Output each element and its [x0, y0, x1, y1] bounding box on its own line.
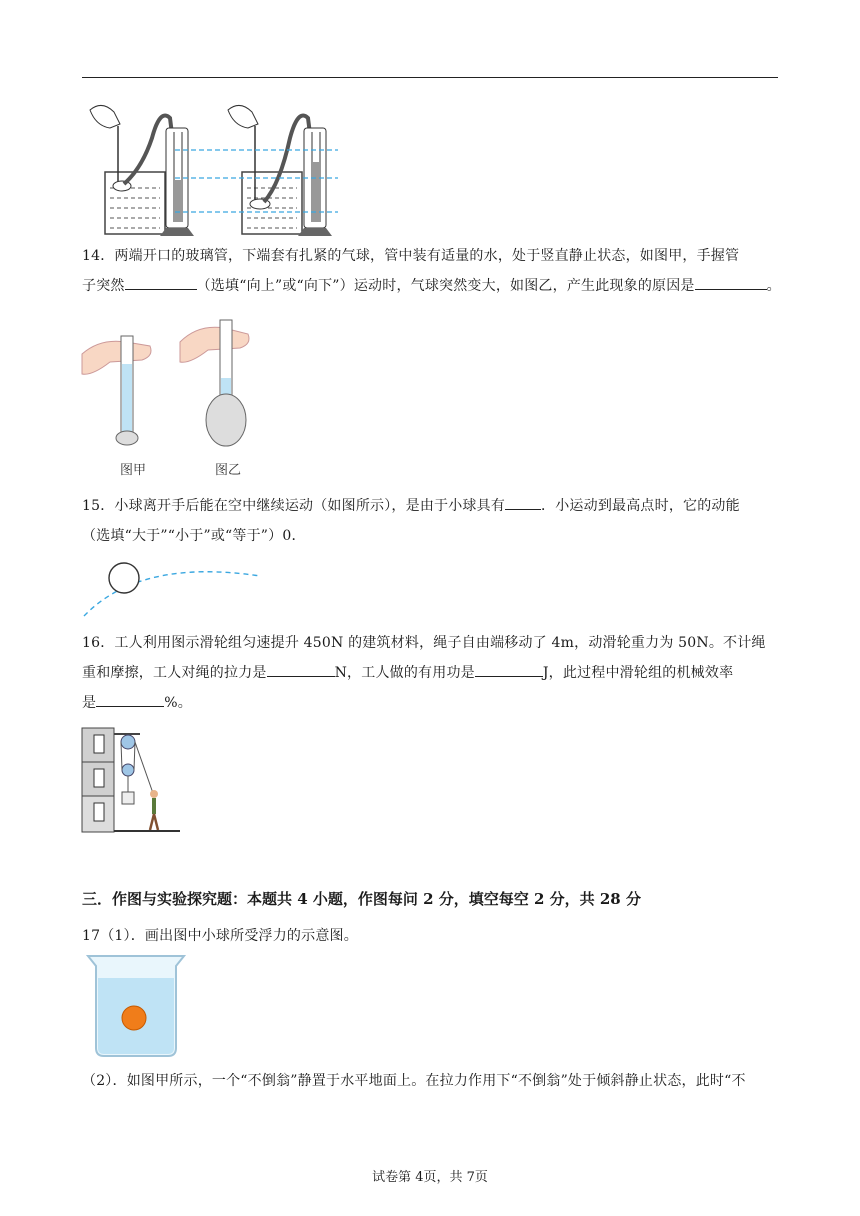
caption-figure-b: 图乙	[215, 463, 242, 478]
q15-blank-inertia[interactable]	[505, 495, 541, 510]
floating-ball	[122, 1006, 146, 1030]
q15-line-2: （选填“大于”“小于”或“等于”）0．	[82, 528, 306, 544]
figure-b	[180, 320, 249, 446]
question-17-part-2: （2）．如图甲所示，一个“不倒翁”静置于水平地面上。在拉力作用下“不倒翁”处于倾斜静止状态，此时“不	[82, 1073, 746, 1089]
q14-blank-direction[interactable]	[125, 275, 197, 290]
caption-figure-a: 图甲	[120, 463, 147, 478]
q16-blank-efficiency[interactable]	[96, 692, 164, 707]
figure-a	[82, 336, 151, 445]
question-16	[82, 628, 782, 718]
q14-blank-reason[interactable]	[695, 275, 767, 290]
question-17-part-1: 17（1）．画出图中小球所受浮力的示意图。	[82, 928, 358, 944]
header-rule	[82, 77, 778, 78]
section-3-heading: 三．作图与实验探究题：本题共 4 小题，作图每问 2 分，填空每空 2 分，共 28 分	[82, 890, 641, 908]
q15-line-1: 15．小球离开手后能在空中继续运动（如图所示），是由于小球具有 ．小运动到最高点时，它的动能	[82, 491, 782, 521]
q16-blank-force[interactable]	[267, 662, 335, 677]
ball-trajectory-figure	[80, 556, 270, 620]
q14-line-1: 14．两端开口的玻璃管，下端套有扎紧的气球，管中装有适量的水，处于竖直静止状态，如图甲，手握管	[82, 248, 740, 264]
page-footer: 试卷第 4页，共 7页	[372, 1170, 488, 1185]
beaker-figure	[84, 952, 188, 1060]
question-14	[82, 241, 782, 301]
setup-right	[228, 105, 332, 236]
q16-blank-work[interactable]	[475, 662, 543, 677]
setup-left	[90, 105, 194, 236]
q14-line-2: 子突然 （选填“向上”或“向下”）运动时，气球突然变大，如图乙，产生此现象的原因是 。	[82, 271, 782, 301]
question-15	[82, 491, 782, 551]
pulley-figure	[80, 726, 184, 834]
manometer-figure	[80, 98, 340, 240]
ball	[109, 563, 139, 593]
q16-line-1: 16．工人利用图示滑轮组匀速提升 450N 的建筑材料，绳子自由端移动了 4m，动滑轮重力为 50N。不计绳	[82, 635, 766, 651]
q16-line-3: 是 %。	[82, 688, 782, 718]
q16-line-2: 重和摩擦，工人对绳的拉力是 N，工人做的有用功是 J，此过程中滑轮组的机械效率	[82, 658, 782, 688]
balloon-tube-figure	[80, 316, 270, 452]
